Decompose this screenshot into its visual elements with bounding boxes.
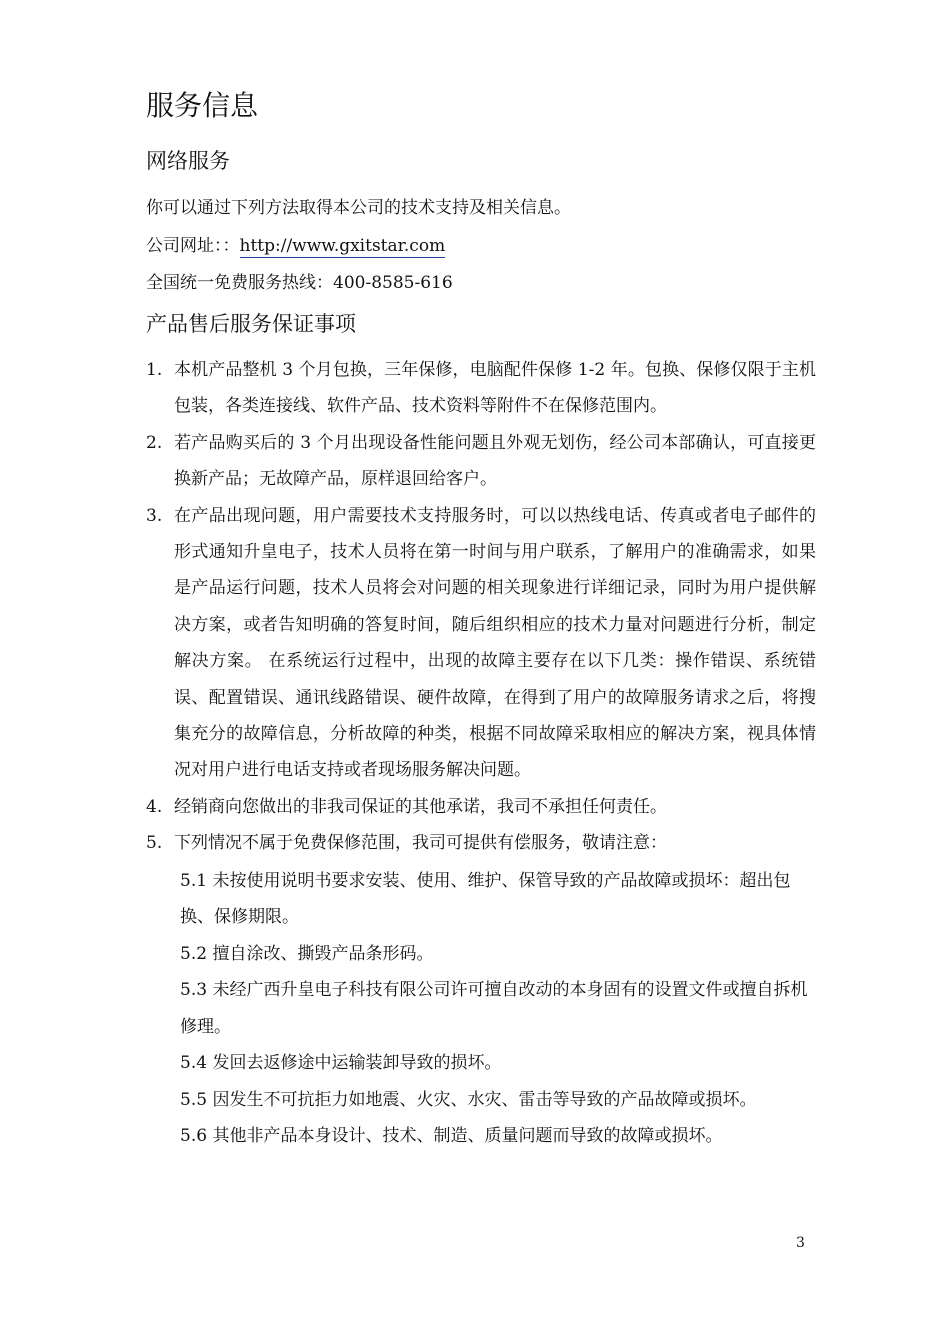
sub-item: 5.6 其他非产品本身设计、技术、制造、质量问题而导致的故障或损坏。	[180, 1126, 723, 1147]
sub-item-list	[146, 863, 816, 1155]
hotline-line	[146, 270, 453, 296]
warranty-list	[146, 352, 816, 1155]
list-item-number: 3.	[146, 505, 163, 526]
sub-item: 5.2 擅自涂改、撕毁产品条形码。	[180, 943, 434, 964]
list-item	[146, 789, 816, 825]
warranty-heading: 产品售后服务保证事项	[146, 312, 356, 336]
list-item-text: 在产品出现问题，用户需要技术支持服务时，可以以热线电话、传真或者电子邮件的形式通知升皇电子，技术人员将在第一时间与用户联系，了解用户的准确需求，如果是产品运行问题，技术人员将会对问题的相关现象进行详细记录，同时为用户提供解决方案，或者告知明确的答复时间，随后组织相应的技术力量对问题进行分析，制定解决方案。 在系统运行过程中，出现的故障主要存在以下几类：操作错误、系统错误、配置错误、通讯线路错误、硬件故障，在得到了用户的故障服务请求之后，将搜集充分的故障信息，分析故障的种类，根据不同故障采取相应的解决方案，视具体情况对用户进行电话支持或者现场服务解决问题。	[174, 505, 816, 781]
list-item-text: 本机产品整机 3 个月包换，三年保修，电脑配件保修 1-2 年。包换、保修仅限于主机包装，各类连接线、软件产品、技术资料等附件不在保修范围内。	[174, 360, 816, 417]
sub-item: 5.4 发回去返修途中运输装卸导致的损坏。	[180, 1053, 502, 1074]
list-item-text: 下列情况不属于免费保修范围，我司可提供有偿服务，敬请注意：	[174, 833, 667, 854]
list-item	[146, 352, 816, 425]
page-title: 服务信息	[146, 89, 259, 122]
network-intro: 你可以通过下列方法取得本公司的技术支持及相关信息。	[146, 198, 571, 218]
hotline-label: 全国统一免费服务热线：	[146, 273, 333, 293]
list-item-number: 2.	[146, 432, 163, 453]
list-item-number: 4.	[146, 796, 163, 817]
page-number: 3	[796, 1235, 805, 1251]
list-item	[146, 825, 816, 861]
list-item-number: 5.	[146, 833, 163, 854]
list-item-text: 经销商向您做出的非我司保证的其他承诺，我司不承担任何责任。	[174, 796, 667, 817]
website-line	[146, 233, 445, 259]
website-link[interactable]: http://www.gxitstar.com	[239, 236, 446, 256]
list-item	[146, 498, 816, 789]
sub-item: 5.1 未按使用说明书要求安装、使用、维护、保管导致的产品故障或损坏：超出包换、保修期限。	[180, 870, 791, 928]
list-item-number: 1.	[146, 360, 163, 380]
sub-item: 5.3 未经广西升皇电子科技有限公司许可擅自改动的本身固有的设置文件或擅自拆机修理。	[180, 980, 808, 1037]
sub-item: 5.5 因发生不可抗拒力如地震、火灾、水灾、雷击等导致的产品故障或损坏。	[180, 1089, 757, 1110]
list-item-text: 若产品购买后的 3 个月出现设备性能问题且外观无划伤，经公司本部确认，可直接更换新产品；无故障产品，原样退回给客户。	[174, 432, 816, 490]
website-label: 公司网址：：	[146, 236, 240, 256]
network-service-heading: 网络服务	[146, 149, 230, 173]
hotline-number: 400-8585-616	[333, 273, 453, 293]
list-item	[146, 425, 816, 498]
